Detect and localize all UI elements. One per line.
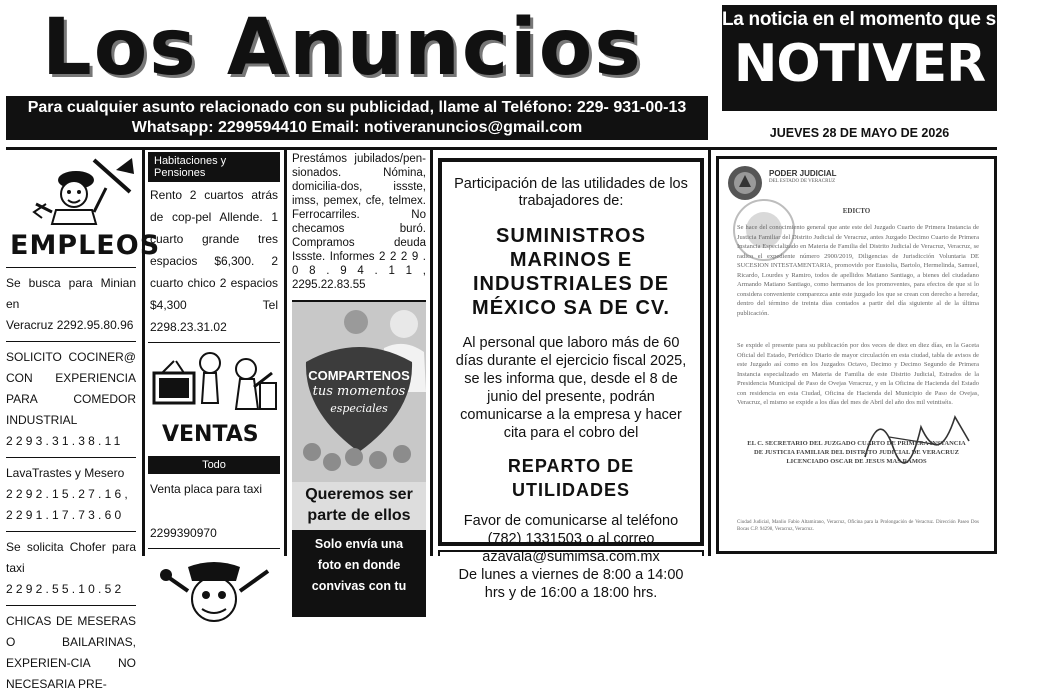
contact-line-2: Whatsapp: 2299594410 Email: notiveranuncios@gmail.com <box>131 119 583 136</box>
column-divider <box>284 150 287 556</box>
authority-subtitle: DEL ESTADO DE VERACRUZ <box>769 179 836 184</box>
contact-banner <box>6 96 708 140</box>
promo-headline: Queremos ser parte de ellos <box>292 482 426 530</box>
edicto-body-2: Se expide el presente para su publicación por dos veces de diez en diez días, en la Gaceta Oficial del Estado, Periódico Diario de mayor circulación en esta ciudad, tabla de avisos de este Juzgado así como en los Juzgados Octavo, Decimo y Decimo Segundo de Primera Instancia especializado en Materia de Familia de este Distrito Judicial, Estrados de la Presidencia Municipal de Paso de Ovejas Veracruz, y en la Oficina de Hacienda del Estado con residencia en esta Ciudad, Oficina de Hacienda del Municipio de Paso de Ovejas, Veracruz, el mismo se expide a los días del mes de Abril del año dos mil veintiséis. <box>737 342 979 406</box>
brand-logo: NOTIVER <box>733 34 986 94</box>
promo-heart-line2: tus momentos <box>312 384 406 399</box>
classified-ad: CHICAS DE MESERAS O BAILARINAS, EXPERIEN-CIA NO NECESARIA PRE- <box>6 614 136 691</box>
edicto-body-1: Se hace del conocimiento general que ante este del Juzgado Cuarto de Primera Instancia de Justicia Familiar del Distrito Judicial de Veracruz, antes Juzgado Decimo Cuarto de Primera Instancia Especializado en Materia de Familia del Distrito Judicial de Veracruz, Veracruz, se radico el expediente número 2900/2019, Diligencias de Jurisdicción Voluntaria DE SUCESION INTESTAMENTARIA, promovido por Eustolia, Bartolo, Hermelinda, Samuel, Ricardo, Lourdes y Ramiro, todos de apellidos Matiano Santiago, a bienes del ciudadano Armando Matiano Santiago, como hermanos de los promoventes, para efectos de que si lo considera conveniente comparezca ante este juzgado los que se crean con derecho a heredar, dentro del término de treinta días contados a partir del día siguiente al de la última publicación. <box>737 224 979 317</box>
notice-intro: Participación de las utilidades de los trabajadores de: <box>454 176 688 209</box>
section-label-ventas: VENTAS <box>162 422 259 447</box>
notice-email: azavala@sumimsa.com.mx <box>482 549 660 565</box>
notiver-masthead <box>722 5 1049 111</box>
page-title: Los Anuncios <box>42 3 643 93</box>
notice-heading: REPARTO DE UTILIDADES <box>507 456 635 500</box>
mechanic-art <box>148 557 280 627</box>
empleos-art <box>6 152 161 262</box>
ventas-art <box>148 343 280 451</box>
section-header-habitaciones: Habitaciones y Pensiones <box>148 152 280 182</box>
section-label-empleos: EMPLEOS <box>10 230 161 261</box>
classified-ad: Venta placa para taxi 2299390970 <box>148 474 280 549</box>
ad-phone: 2292.55.10.52 <box>6 582 125 596</box>
edicto-title: EDICTO <box>842 207 871 215</box>
next-ad-edge <box>438 550 704 556</box>
column-divider <box>708 150 711 556</box>
classified-ad: SOLICITO COCINER@ CON EXPERIENCIA PARA COMEDOR INDUSTRIAL 2293.31.38.11 <box>6 342 136 458</box>
column-empleos <box>6 152 161 691</box>
authority-name: PODER JUDICIAL <box>769 169 837 178</box>
header-divider <box>6 147 997 150</box>
ad-phone: 2293.31.38.11 <box>6 434 124 448</box>
notice-body: Al personal que laboro más de 60 días durante el ejercicio fiscal 2025, se les informa que, desde el 8 de junio del presente, podrán comunicarse a la empresa y hacer cita para el cobro del <box>455 335 687 441</box>
utilidades-notice <box>438 158 704 601</box>
company-name: SUMINISTROS MARINOS E INDUSTRIALES DE MÉXICO SA DE CV. <box>472 225 670 319</box>
classified-ad: LavaTrastes y Mesero 2292.15.27.16, 2291.17.73.60 <box>6 458 136 532</box>
classified-ad: Se busca para Minian en Veracruz 2292.95.80.96 <box>6 268 136 342</box>
slogan: La noticia en el momento que sucede <box>722 9 1049 30</box>
notice-contact: Favor de comunicarse al teléfono (782) 1331503 o al correo <box>463 513 679 547</box>
notice-hours: De lunes a viernes de 8:00 a 14:00 hrs y de 16:00 a 18:00 hrs. <box>458 567 684 601</box>
issue-date: JUEVES 28 DE MAYO DE 2026 <box>769 126 950 140</box>
classified-ad: Prestámos jubilados/pen-sionados. Nómina, domicilia-dos, issste, imss, pemex, cfe, telmex. Ferrocarriles. No checamos buró. Compramos deuda Issste. Informes 2 2 2 9 . 0 8 . 9 4 . 1 1 , 2295.22.83.55 <box>292 153 426 291</box>
promo-body: Solo envía una foto en donde convivas con tu <box>292 530 426 617</box>
promo-heart-line3: especiales <box>330 402 388 415</box>
column-divider <box>142 150 145 556</box>
edicto-footer: Ciudad Judicial, Manlio Fabio Altamirano, Veracruz, Oficina para la Prolongación de Veracruz. Dirección Paseo Dos Bocas C.P. 94298, Veracruz, Veracruz. <box>737 520 979 532</box>
column-habitaciones <box>148 152 280 556</box>
section-header-todo: Todo <box>148 456 280 474</box>
contact-line-1: Para cualquier asunto relacionado con su publicidad, llame al Teléfono: 229- 931-00-13 <box>27 99 687 116</box>
promo-heart-line1: COMPARTENOS <box>308 368 410 383</box>
edicto-signature: EL C. SECRETARIO DEL JUZGADO CUARTO DE PRIMERA INSTANCIA DE JUSTICIA FAMILIAR DEL DISTRITO JUDICIAL DE VERACRUZ LICENCIADO OSCAR DE JESUS MAS RAMOS <box>747 440 966 465</box>
classified-ad: Rento 2 cuartos atrás de cop-pel Allende. 1 cuarto grande tres espacios $6,300. 2 cuarto chico 2 espacios $4,300 Tel 2298.23.31.02 <box>148 182 280 343</box>
classified-ad: Se solicita Chofer para taxi 2292.55.10.52 <box>6 532 136 606</box>
column-prestamos <box>292 152 426 593</box>
promo-photo <box>292 300 426 482</box>
ad-phone: 2292.15.27.16, <box>6 487 131 501</box>
ad-phone: 2291.17.73.60 <box>6 508 125 522</box>
wrench-icon <box>160 569 172 581</box>
edicto-notice <box>716 156 997 554</box>
column-divider <box>430 150 433 556</box>
